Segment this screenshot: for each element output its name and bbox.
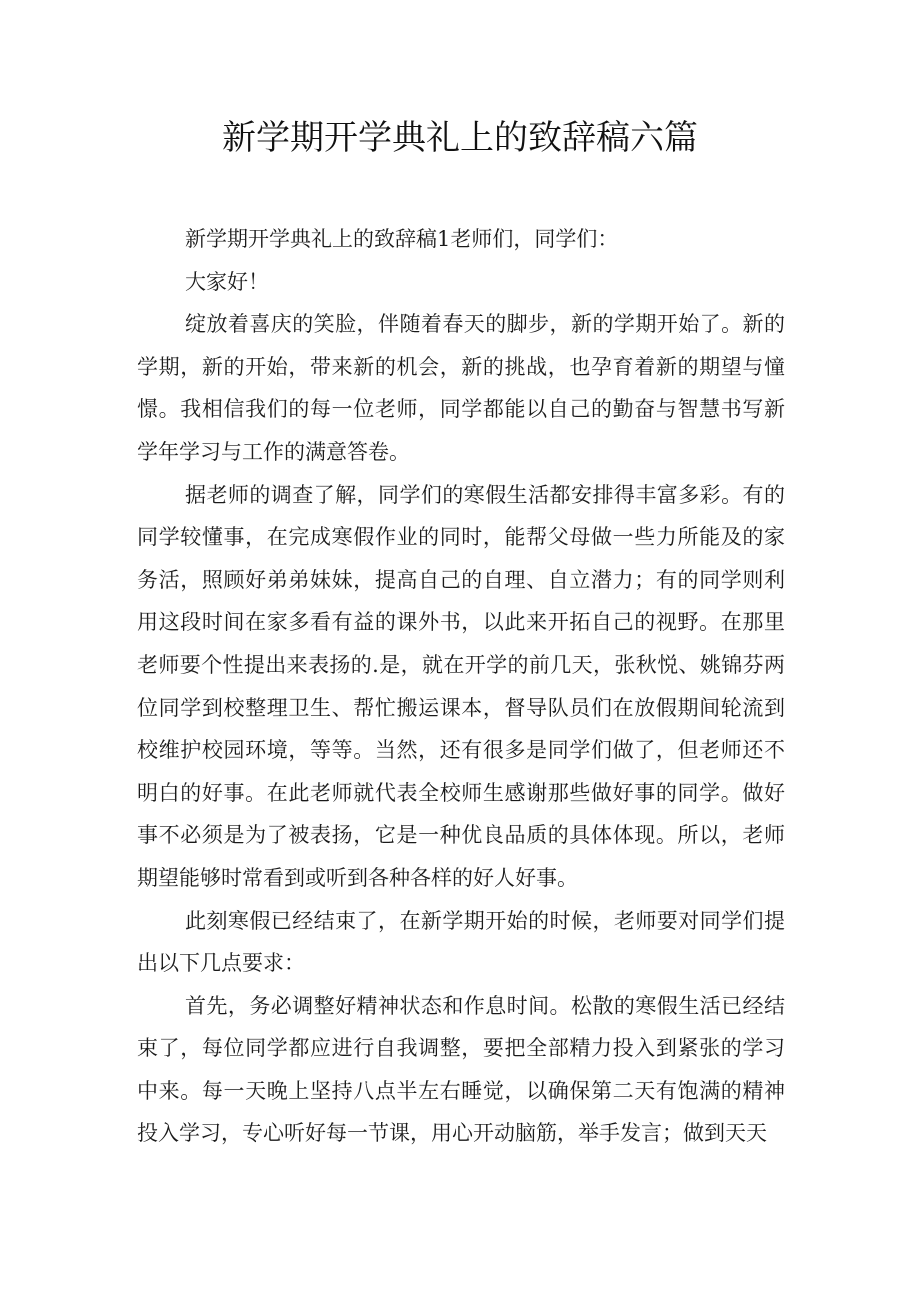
document-title: 新学期开学典礼上的致辞稿六篇 [222, 118, 698, 158]
paragraph-greeting-line: 新学期开学典礼上的致辞稿1老师们，同学们： [185, 227, 619, 251]
paragraph-new-semester: 绽放着喜庆的笑脸，伴随着春天的脚步，新的学期开始了。新的学期，新的开始，带来新的机会，新的挑战，也孕育着新的期望与憧憬。我相信我们的每一位老师，同学都能以自己的勤奋与智慧书写新学年学习与工作的满意答卷。 [137, 312, 785, 464]
paragraph-hello: 大家好！ [185, 269, 269, 294]
paragraph-winter-break: 据老师的调查了解，同学们的寒假生活都安排得丰富多彩。有的同学较懂事，在完成寒假作业的同时，能帮父母做一些力所能及的家务活，照顾好弟弟妹妹，提高自己的自理、自立潜力；有的同学则利用这段时间在家多看有益的课外书，以此来开拓自己的视野。在那里老师要个性提出来表扬的.是，就在开学的前几天，张秋悦、姚锦芬两位同学到校整理卫生、帮忙搬运课本，督导队员们在放假期间轮流到校维护校园环境，等等。当然，还有很多是同学们做了，但老师还不明白的好事。在此老师就代表全校师生感谢那些做好事的同学。做好事不必须是为了被表扬，它是一种优良品质的具体体现。所以，老师期望能够时常看到或听到各种各样的好人好事。 [137, 482, 785, 890]
document-body [137, 218, 785, 1155]
paragraph-first-requirement: 首先，务必调整好精神状态和作息时间。松散的寒假生活已经结束了，每位同学都应进行自我调整，要把全部精力投入到紧张的学习中来。每一天晚上坚持八点半左右睡觉，以确保第二天有饱满的精神投入学习，专心听好每一节课，用心开动脑筋，举手发言；做到天天 [137, 993, 785, 1146]
paragraph-requirements-intro: 此刻寒假已经结束了，在新学期开始的时候，老师要对同学们提出以下几点要求： [137, 908, 785, 976]
